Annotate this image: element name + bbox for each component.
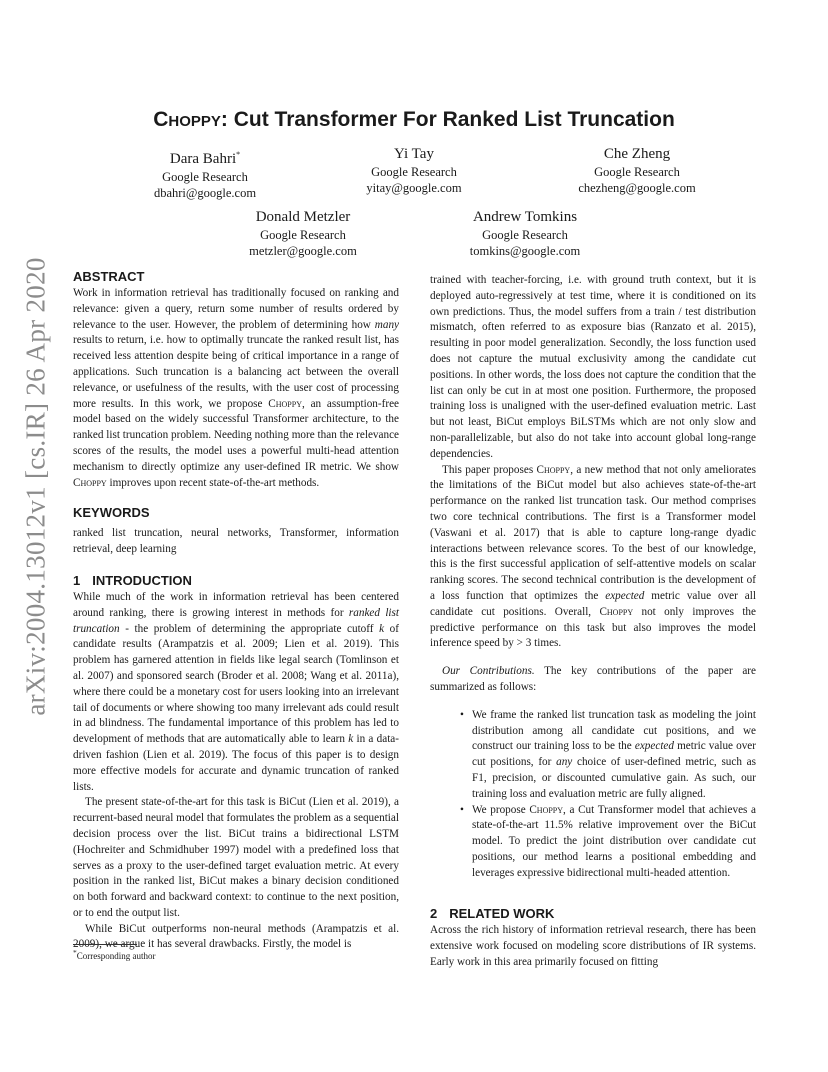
arxiv-stamp (12, 256, 60, 716)
related-work-heading: 2 RELATED WORK (430, 906, 555, 922)
author-affiliation: Google Research (162, 170, 248, 184)
author-name: Yi Tay (394, 146, 434, 162)
keywords-heading: KEYWORDS (73, 505, 150, 521)
author-block (425, 208, 625, 259)
contributions-list (430, 708, 756, 882)
author-name: Dara Bahri* (169, 150, 241, 167)
author-email: yitay@google.com (366, 181, 462, 195)
author-email: tomkins@google.com (469, 244, 581, 258)
abstract-heading: ABSTRACT (73, 269, 145, 284)
author-email: metzler@google.com (249, 244, 357, 258)
introduction-heading: 1 INTRODUCTION (73, 572, 192, 588)
footnote-mark: * (236, 150, 241, 159)
left-column (73, 268, 399, 953)
author-email: dbahri@google.com (153, 186, 257, 200)
author-affiliation: Google Research (260, 228, 346, 242)
contributions-paragraph: Our Contributions. The key contributions of the paper are summarized as follows: (430, 665, 756, 693)
author-email: chezheng@google.com (578, 181, 696, 195)
intro-paragraph: While much of the work in information retrieval has been centered around ranking, there is growing interest in methods for ranked list truncation - the problem of determining the appropriate cutoff k of candidate results (Arampatzis et al. 2009; Lien et al. 2019). This problem has garnered attention in fields like legal search (Tomlinson et al. 2007) and sponsored search (Broder et al. 2008; Wang et al. 2011a), where there could be a monetary cost for users looking into an irrelevant tail of documents or where showing too many irrelevant ads could result in ad blindness. The fundamental importance of this problem has led to development of methods that are automatically able to learn k in a data-driven fashion (Lien et al. 2019). The focus of this paper is to design more effective models for accurate and dynamic truncation of ranked lists. (73, 590, 400, 793)
title-system-name: Choppy (153, 108, 221, 131)
arxiv-stamp-text: arXiv:2004.13012v1 [cs.IR] 26 Apr 2020 (20, 256, 51, 716)
keywords-text: ranked list truncation, neural networks, Transformer, information retrieval, deep learning (73, 527, 399, 556)
list-item: • We propose Choppy, a Cut Transformer model that achieves a state-of-the-art 11.5% relative improvement over the BiCut model. To predict the joint distribution over candidate cut positions, our method learns a positional embedding and leverages expressive bidirectional multi-headed attention. (472, 803, 756, 882)
author-affiliation: Google Research (594, 165, 680, 179)
author-name: Donald Metzler (255, 209, 351, 225)
related-work-paragraph: Across the rich history of information retrieval research, there has been extensive work focused on modeling score distributions of IR systems. Early work in this area primarily focused on fitting (430, 924, 756, 969)
author-affiliation: Google Research (482, 228, 568, 242)
body-paragraph: trained with teacher-forcing, i.e. with ground truth context, but it is deployed auto-regressively at test time, where it is conditioned on its own predictions. Thus, the model suffers from a train / test distribution mismatch, often referred to as exposure bias (Ranzato et al. 2015), resulting in poor model generalization. Secondly, the loss function used does not capture the mutual exclusivity among the candidate cut positions. In other words, the loss does not capture the condition that the list can only be cut in at most one position. Furthermore, the proposed training loss is unaligned with the user-defined evaluation metric. Last but not least, BiCut employs BiLSTMs which are not only slow and non-parallelizable, but also do not take into account global long-range dependencies. (430, 274, 756, 460)
author-name: Andrew Tomkins (472, 209, 578, 225)
title-rest: : Cut Transformer For Ranked List Truncation (220, 108, 675, 131)
body-paragraph: This paper proposes Choppy, a new method that not only ameliorates the limitations of the BiCut model but also achieves state-of-the-art performance on the ranked list truncation task. Our method comprises two core technical contributions. The first is a Transformer model (Vaswani et al. 2017) that is able to capture long-range dyadic interactions between relevance scores. To the best of our knowledge, this is the first successful application of self-attentive models on scalar ranking scores. The second technical contribution is the development of a loss function that optimizes the expected metric value over all candidate cut positions. Overall, Choppy not only improves the predictive performance on this task but also improves the model inference speed by > 3 times. (430, 463, 756, 650)
author-block (537, 145, 737, 196)
list-item: • We frame the ranked list truncation task as modeling the joint distribution among all candidate cut positions, and we construct our training loss to be the expected metric value over cut positions, for any choice of user-defined metric, such as F1, precision, or discounted cumulative gain. As such, our training loss and evaluation metric are fully aligned. (472, 708, 756, 803)
author-block (314, 145, 514, 196)
intro-paragraph: The present state-of-the-art for this task is BiCut (Lien et al. 2019), a recurrent-based neural model that formulates the problem as a sequential decision process over the list. BiCut trains a bidirectional LSTM (Hochreiter and Schmidhuber 1997) model with a predefined loss that serves as a proxy to the user-defined target evaluation metric. At every position in the ranked list, BiCut makes a binary decision conditioned on both forward and backward context: to continue to the next position, or to end the output list. (73, 796, 399, 919)
author-block (105, 145, 305, 201)
right-column (430, 273, 756, 971)
author-name: Che Zheng (603, 146, 671, 162)
paper-title (73, 108, 755, 132)
intro-paragraph: While BiCut outperforms non-neural methods (Arampatzis et al. 2009), we argue it has several drawbacks. Firstly, the model is (73, 922, 399, 951)
abstract-text: Work in information retrieval has traditionally focused on ranking and relevance: given a query, return some number of results ordered by relevance to the user. However, the problem of determining how many results to return, i.e. how to optimally truncate the ranked result list, has received less attention despite being of critical importance in a range of applications. Such truncation is a balancing act between the overall relevance, or usefulness of the results, with the user cost of processing more results. In this work, we propose Choppy, an assumption-free model based on the widely successful Transformer architecture, to the ranked list truncation problem. Needing nothing more than the relevance scores of the results, the model uses a powerful multi-head attention mechanism to directly optimize any user-defined IR metric. We show Choppy improves upon recent state-of-the-art methods. (73, 287, 399, 489)
footnote: *Corresponding author (73, 948, 156, 961)
footnote-rule (73, 944, 137, 945)
author-block (203, 208, 403, 259)
author-affiliation: Google Research (371, 165, 457, 179)
